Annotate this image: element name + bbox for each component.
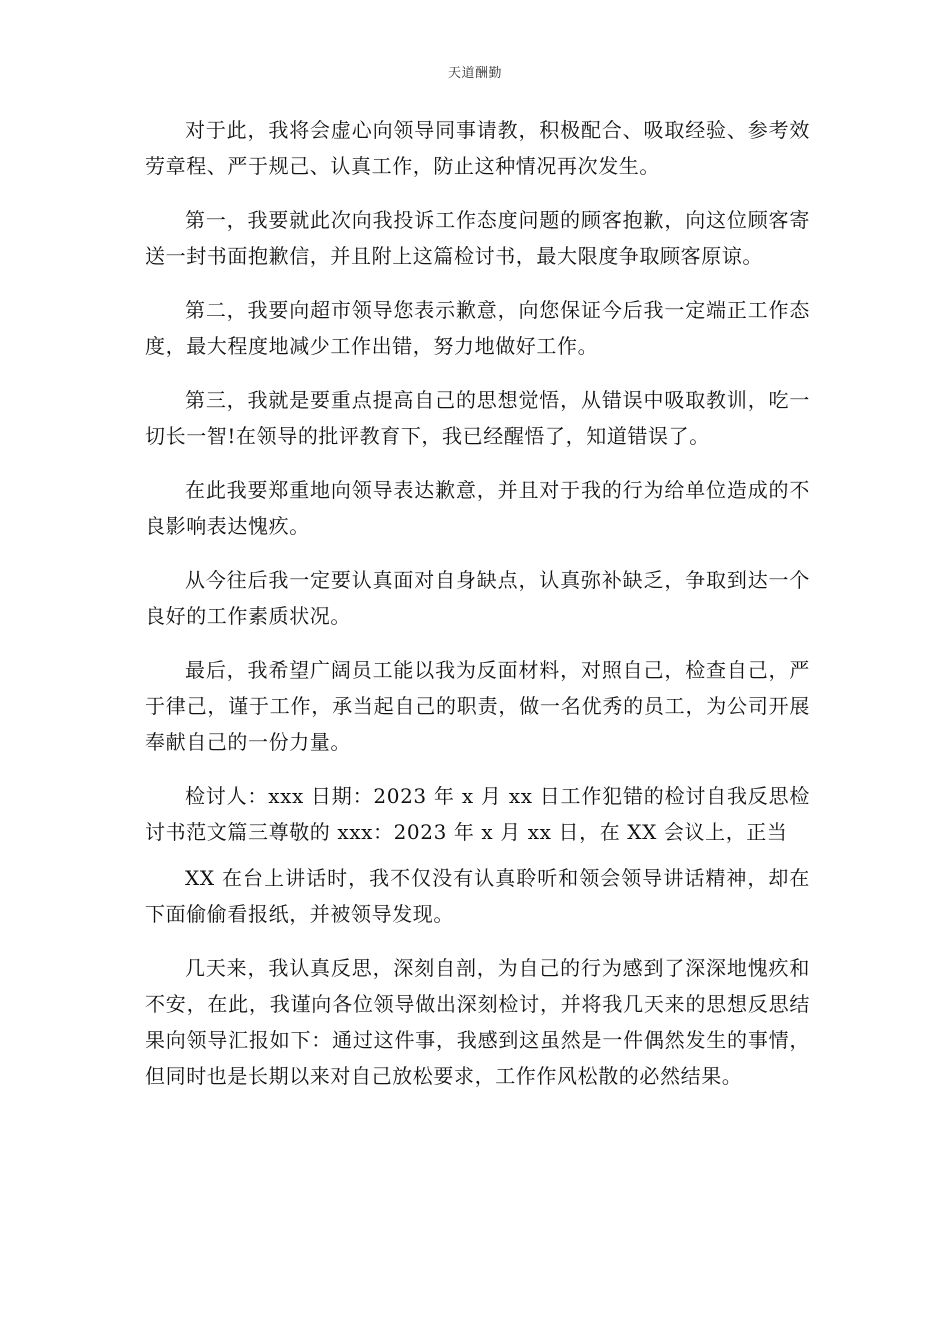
paragraph-2: 第一，我要就此次向我投诉工作态度问题的顾客抱歉，向这位顾客寄送一封书面抱歉信，并且附上这篇检讨书，最大限度争取顾客原谅。	[145, 208, 810, 268]
paragraph-5: 在此我要郑重地向领导表达歉意，并且对于我的行为给单位造成的不良影响表达愧疚。	[145, 478, 810, 538]
paragraph-10: 几天来，我认真反思，深刻自剖，为自己的行为感到了深深地愧疚和不安，在此，我谨向各位领导做出深刻检讨，并将我几天来的思想反思结果向领导汇报如下：通过这件事，我感到这虽然是一件偶然发生的事情，但同时也是长期以来对自己放松要求，工作作风松散的必然结果。	[145, 956, 810, 1088]
page-header: 天道酬勤	[447, 66, 502, 81]
paragraph-9: XX 在台上讲话时，我不仅没有认真聆听和领会领导讲话精神，却在下面偷偷看报纸，并被领导发现。	[145, 866, 810, 926]
paragraph-4: 第三，我就是要重点提高自己的思想觉悟，从错误中吸取教训，吃一切长一智!在领导的批评教育下，我已经醒悟了，知道错误了。	[145, 388, 810, 448]
paragraph-3: 第二，我要向超市领导您表示歉意，向您保证今后我一定端正工作态度，最大程度地减少工作出错，努力地做好工作。	[145, 298, 810, 358]
document-body	[145, 112, 810, 1112]
paragraph-1: 对于此，我将会虚心向领导同事请教，积极配合、吸取经验、参考效劳章程、严于规己、认真工作，防止这种情况再次发生。	[145, 118, 810, 178]
paragraph-8: 检讨人：xxx 日期：2023 年 x 月 xx 日工作犯错的检讨自我反思检讨书范文篇三尊敬的 xxx：2023 年 x 月 xx 日，在 XX 会议上，正当	[145, 784, 810, 844]
paragraph-7: 最后，我希望广阔员工能以我为反面材料，对照自己，检查自己，严于律己，谨于工作，承当起自己的职责，做一名优秀的员工，为公司开展奉献自己的一份力量。	[145, 658, 810, 754]
paragraph-6: 从今往后我一定要认真面对自身缺点，认真弥补缺乏，争取到达一个良好的工作素质状况。	[145, 568, 810, 628]
